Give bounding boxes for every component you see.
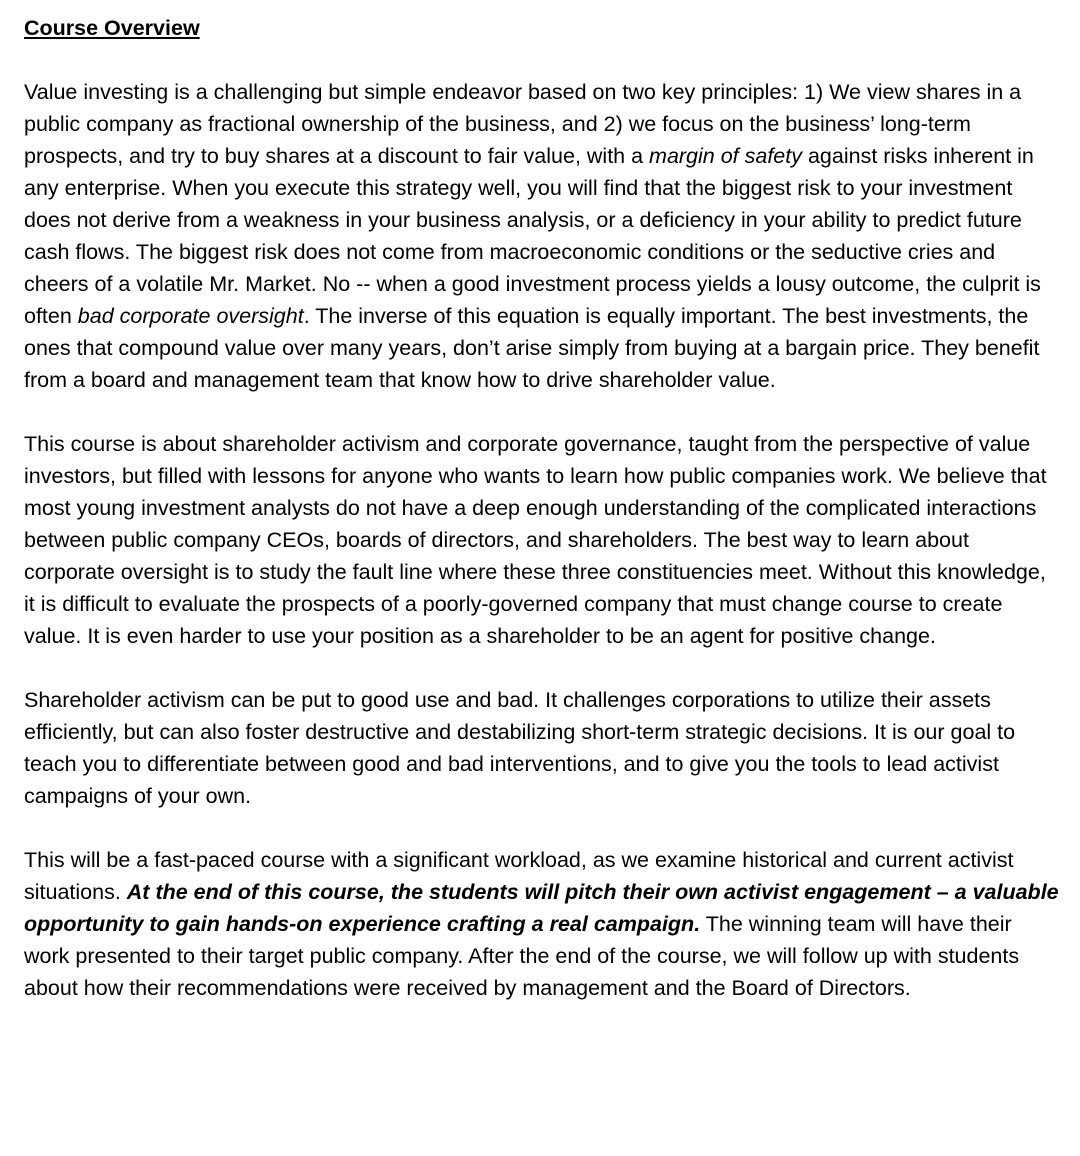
section-heading: Course Overview bbox=[24, 16, 200, 40]
text-segment: . The inverse of this equation is equally important. The best investments, the ones that compound value over many years, don’t arise simply from buying at a bargain price. They benefit from a board and management team that know how to drive shareholder value. bbox=[24, 304, 1040, 392]
text-segment: The winning team will have their work presented to their target public company. After the end of the course, we will follow up with students about how their recommendations were received by management and the Board of Directors. bbox=[24, 912, 1020, 1000]
emphasis-margin-of-safety: margin of safety bbox=[649, 144, 802, 168]
paragraph-course-about bbox=[24, 428, 1060, 652]
text-segment: Value investing is a challenging but simple endeavor based on two key principles: 1) We view shares in a public company as fractional ownership of the business, and 2) we focus on the business’ long-term prospects, and try to buy shares at a discount to fair value, with a bbox=[24, 80, 1022, 168]
text-segment: Shareholder activism can be put to good use and bad. It challenges corporations to utilize their assets efficiently, but can also foster destructive and destabilizing short-term strategic decisions. It is our goal to teach you to differentiate between good and bad interventions, and to give you the tools to lead activist campaigns of your own. bbox=[24, 688, 1016, 808]
paragraph-value-investing bbox=[24, 76, 1060, 396]
emphasis-pitch-engagement: At the end of this course, the students will pitch their own activist engagement – a valuable opportunity to gain hands-on experience crafting a real campaign. bbox=[24, 880, 1059, 936]
paragraph-workload bbox=[24, 844, 1060, 1004]
document-body bbox=[24, 12, 1060, 1004]
paragraph-activism bbox=[24, 684, 1060, 812]
text-segment: This will be a fast-paced course with a significant workload, as we examine historical and current activist situations. bbox=[24, 848, 1014, 904]
text-segment: This course is about shareholder activism and corporate governance, taught from the perspective of value investors, but filled with lessons for anyone who wants to learn how public companies work. We believe that most young investment analysts do not have a deep enough understanding of the complicated interactions between public company CEOs, boards of directors, and shareholders. The best way to learn about corporate oversight is to study the fault line where these three constituencies meet. Without this knowledge, it is difficult to evaluate the prospects of a poorly-governed company that must change course to create value. It is even harder to use your position as a shareholder to be an agent for positive change. bbox=[24, 432, 1047, 648]
emphasis-bad-corporate-oversight: bad corporate oversight bbox=[77, 304, 304, 328]
text-segment: against risks inherent in any enterprise. When you execute this strategy well, you will find that the biggest risk to your investment does not derive from a weakness in your business analysis, or a deficiency in your ability to predict future cash flows. The biggest risk does not come from macroeconomic conditions or the seductive cries and cheers of a volatile Mr. Market. No -- when a good investment process yields a lousy outcome, the culprit is often bbox=[24, 144, 1041, 328]
